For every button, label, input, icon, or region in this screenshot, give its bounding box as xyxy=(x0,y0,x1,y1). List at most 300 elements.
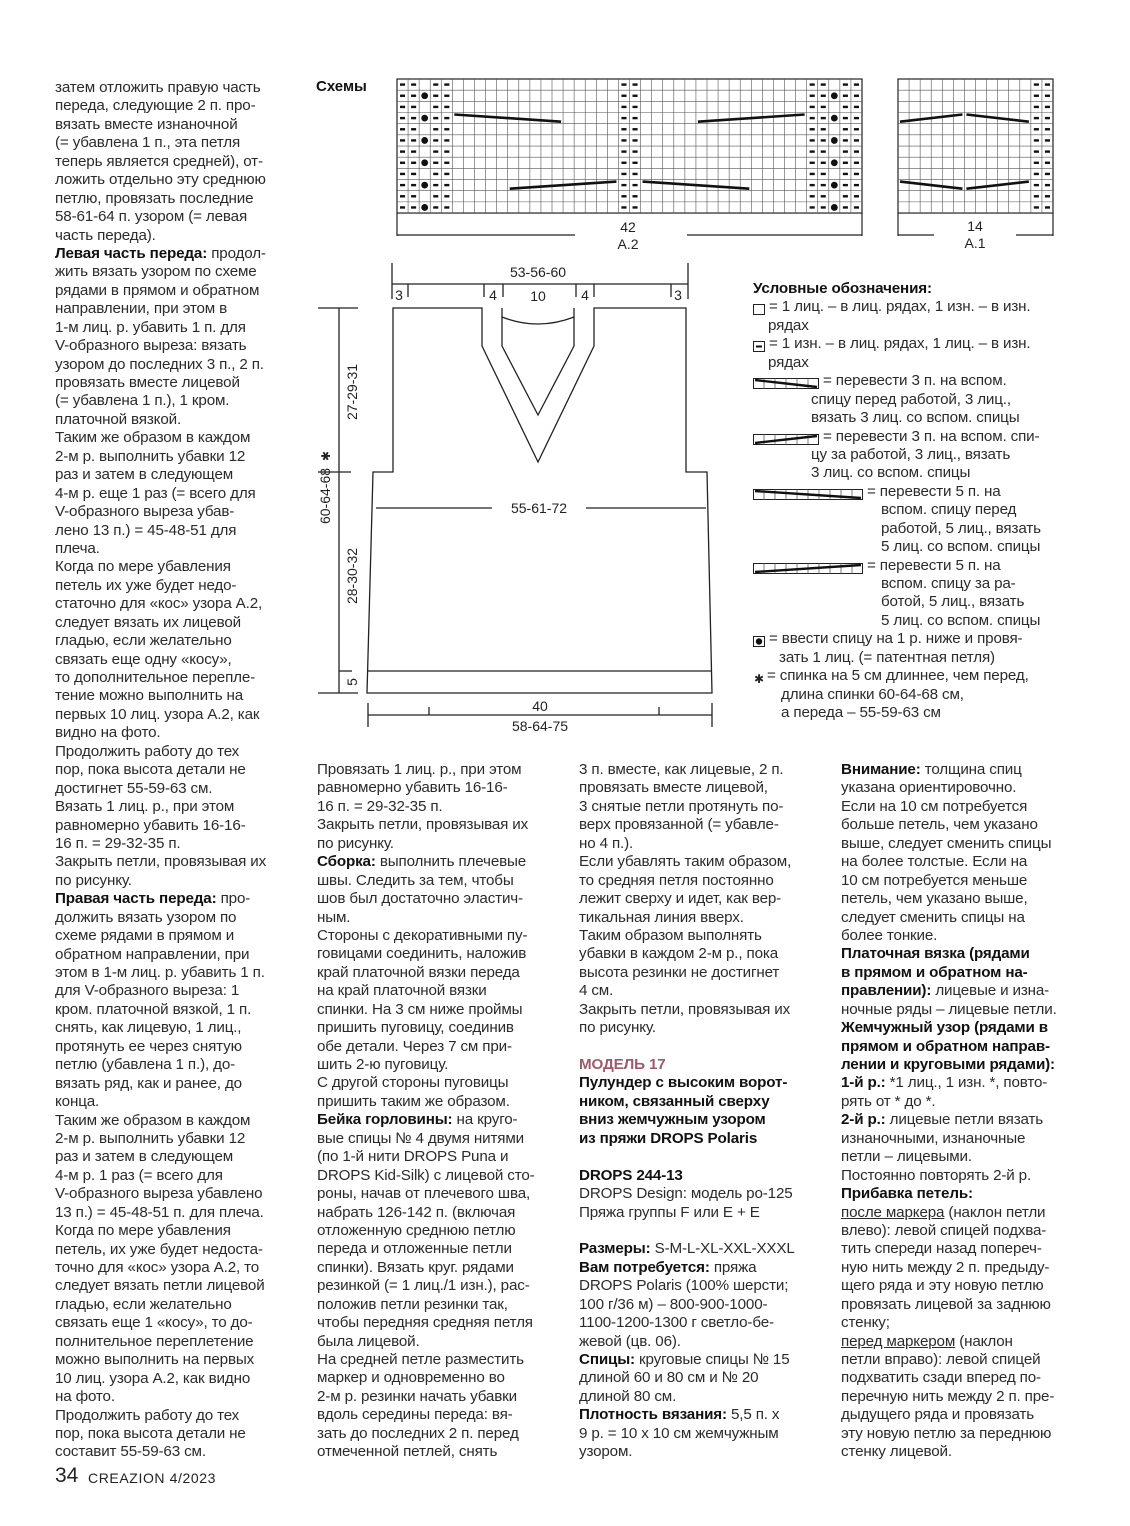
text-line: по рисунку. xyxy=(579,1019,656,1037)
text-line xyxy=(317,853,567,871)
text: лицевые петли вязать xyxy=(885,1111,1044,1129)
dim-band-right: 4 xyxy=(581,287,589,303)
legend-text-line: зать 1 лиц. (= патентная петля) xyxy=(779,648,995,666)
text-line: верх провязанной (= убавле- xyxy=(579,816,779,834)
text: круговые спицы № 15 xyxy=(634,1351,790,1368)
legend-text-line: = перевести 5 п. на xyxy=(867,556,1001,574)
purl-mark xyxy=(843,117,848,119)
purl-mark xyxy=(810,128,815,130)
text-line xyxy=(579,1406,829,1424)
text-line: На средней петле разместить xyxy=(317,1351,524,1368)
purl-mark xyxy=(433,139,438,141)
chart-a1-count: 14 xyxy=(967,218,983,234)
purl-mark xyxy=(854,206,859,208)
purl-mark xyxy=(411,184,416,186)
neck-band-inner xyxy=(502,308,574,415)
text-line: V-образного выреза убавлено xyxy=(55,1185,263,1203)
text-line: 4-м р. 1 раз (= всего для xyxy=(55,1166,223,1184)
text-line xyxy=(579,1130,829,1148)
text-line: 16 п. = 29-32-35 п. xyxy=(317,797,443,815)
text-line: 3 п. вместе, как лицевые, 2 п. xyxy=(579,761,784,778)
text-line: жевой (цв. 06). xyxy=(579,1332,681,1350)
purl-mark xyxy=(400,206,405,208)
purl-mark xyxy=(843,128,848,130)
text-line: для V-образного выреза: 1 xyxy=(55,982,240,1000)
purl-mark xyxy=(633,117,638,119)
text-line: набрать 126-142 п. (включая xyxy=(317,1203,516,1221)
purl-mark xyxy=(821,162,826,164)
purl-mark xyxy=(621,128,626,130)
purl-mark xyxy=(821,106,826,108)
text-line: равномерно убавить 16-16- xyxy=(55,816,246,834)
text-line: но 4 п.). xyxy=(579,834,634,852)
text-line: 3 снятые петли протянуть по- xyxy=(579,797,784,815)
chart-a2 xyxy=(397,79,862,213)
text-line: схеме рядами в прямом и xyxy=(55,927,235,945)
patent-stitch-mark xyxy=(831,137,838,144)
text: пряжа xyxy=(709,1258,757,1276)
text-line xyxy=(579,1167,829,1185)
bold-label: Сборка: xyxy=(317,853,376,871)
text-line xyxy=(579,1240,829,1258)
text-line: вые спицы № 4 двумя нитями xyxy=(317,1129,524,1147)
purl-mark xyxy=(843,206,848,208)
purl-mark xyxy=(810,150,815,152)
purl-mark xyxy=(843,173,848,175)
purl-mark xyxy=(1045,117,1050,119)
purl-mark xyxy=(821,184,826,186)
text-line: 100 г/36 м) – 800-900-1000- xyxy=(579,1295,768,1313)
text-line: эту новую петлю за переднюю xyxy=(841,1424,1052,1442)
purl-mark xyxy=(433,83,438,85)
purl-mark xyxy=(433,173,438,175)
text-line: 4 см. xyxy=(579,982,614,1000)
text-line: 4-м р. еще 1 раз (= всего для xyxy=(55,484,256,502)
text-line: петли вправо): левой спицей xyxy=(841,1351,1041,1368)
text-line: (= убавлена 1 п.), 1 кром. xyxy=(55,392,230,410)
text-line: пришить таким же образом. xyxy=(317,1092,510,1110)
patent-stitch-mark xyxy=(421,204,428,211)
text-line: раз и затем в следующем xyxy=(55,1148,234,1166)
purl-mark xyxy=(411,95,416,97)
schemes-title: Схемы xyxy=(316,78,367,95)
text-line xyxy=(841,1185,1091,1203)
purl-mark xyxy=(400,128,405,130)
purl-mark xyxy=(1034,162,1039,164)
text-line: переда, следующие 2 п. про- xyxy=(55,97,256,115)
purl-mark xyxy=(444,195,449,197)
text-line: обратном направлении, при xyxy=(55,945,250,963)
text-line xyxy=(841,1204,1091,1222)
purl-mark xyxy=(1034,184,1039,186)
purl-mark xyxy=(621,173,626,175)
text-line xyxy=(841,1333,1091,1351)
purl-mark xyxy=(854,95,859,97)
text-line: конца. xyxy=(55,1093,100,1111)
purl-mark xyxy=(1034,106,1039,108)
purl-mark xyxy=(444,173,449,175)
text-line: V-образного выреза убав- xyxy=(55,503,235,521)
cable-5-back-icon xyxy=(753,563,863,574)
purl-mark xyxy=(633,95,638,97)
text-line: 16 п. = 29-32-35 п. xyxy=(55,834,181,852)
text-line: зать до последних 2 п. перед xyxy=(317,1424,519,1442)
purl-mark xyxy=(621,206,626,208)
purl-mark xyxy=(1045,195,1050,197)
legend-text-line: рядах xyxy=(768,316,809,334)
text-line: провязать вместе лицевой xyxy=(55,374,240,391)
magazine-issue: CREAZION 4/2023 xyxy=(88,1470,217,1486)
text-line: на фото. xyxy=(55,1388,115,1406)
purl-mark xyxy=(621,139,626,141)
purl-mark xyxy=(1045,162,1050,164)
purl-mark xyxy=(621,195,626,197)
purl-mark xyxy=(400,173,405,175)
text-line: ным. xyxy=(317,908,351,926)
purl-mark xyxy=(821,95,826,97)
text-line xyxy=(841,1074,1091,1092)
purl-mark xyxy=(400,139,405,141)
purl-mark xyxy=(621,117,626,119)
text-line: С другой стороны пуговицы xyxy=(317,1074,509,1092)
text-line: должить вязать узором по xyxy=(55,908,237,926)
legend-text-line: спицу перед работой, 3 лиц., xyxy=(811,390,1011,408)
page-number: 34 xyxy=(55,1464,79,1487)
text-line: лежит сверху и идет, как вер- xyxy=(579,890,782,908)
legend-symbol xyxy=(753,561,863,578)
patent-stitch-mark xyxy=(831,204,838,211)
text-line: отложенную среднюю петлю xyxy=(317,1221,516,1239)
text: продол- xyxy=(207,244,266,262)
text-line: 13 п.) = 45-48-51 п. для плеча. xyxy=(55,1203,264,1221)
text-line: плеча. xyxy=(55,539,100,557)
chart-a2-count: 42 xyxy=(620,219,636,235)
text-line: снять, как лицевую, 1 лиц., xyxy=(55,1019,242,1037)
text-line: Продолжить работу до тех xyxy=(55,1406,240,1424)
patent-stitch-mark xyxy=(831,182,838,189)
legend-text-line: = ввести спицу на 1 р. ниже и провя- xyxy=(769,630,1023,648)
text-line: 10 см потребуется меньше xyxy=(841,871,1028,889)
bold-heading: Платочная вязка (рядами xyxy=(841,945,1030,963)
legend-text-line: вспом. спицу за ра- xyxy=(881,575,1016,592)
text-line: можно выполнить на первых xyxy=(55,1351,255,1369)
legend-item-cable-5-back xyxy=(753,557,1083,631)
purl-mark xyxy=(411,150,416,152)
purl-mark xyxy=(633,184,638,186)
text-line xyxy=(579,1259,829,1277)
text-line: этом в 1-м лиц. р. убавить 1 п. xyxy=(55,964,265,981)
dim-bottom-inner: 40 xyxy=(532,698,548,714)
bold-label: Плотность вязания: xyxy=(579,1406,727,1424)
legend-item-cable-5-front xyxy=(753,483,1083,557)
text: (наклон xyxy=(955,1332,1013,1350)
legend-title: Условные обозначения: xyxy=(753,280,932,297)
purl-mark xyxy=(810,139,815,141)
patent-stitch-mark xyxy=(831,115,838,122)
text-line: Когда по мере убавления xyxy=(55,1222,231,1240)
text-column-1 xyxy=(55,79,305,1462)
legend-text-line: = 1 лиц. – в лиц. рядах, 1 изн. – в изн. xyxy=(769,298,1031,316)
text-line: связать еще одну «косу», xyxy=(55,650,232,668)
text-line: Закрыть петли, провязывая их xyxy=(55,853,267,871)
text-line: петлю (убавлена 1 п.), до- xyxy=(55,1056,236,1074)
text-line: стенку; xyxy=(841,1314,890,1332)
purl-mark xyxy=(854,139,859,141)
text-line: полнительное переплетение xyxy=(55,1332,254,1350)
text-line xyxy=(55,245,305,263)
neckline-curve xyxy=(502,317,574,324)
purl-mark xyxy=(400,162,405,164)
purl-mark xyxy=(1045,173,1050,175)
text-line xyxy=(841,945,1091,963)
legend-symbol xyxy=(753,671,765,688)
text-line: подхватить сзади вперед по- xyxy=(841,1369,1041,1387)
purl-mark xyxy=(810,195,815,197)
purl-mark xyxy=(1045,83,1050,85)
legend-item-patent-stitch xyxy=(753,630,1083,667)
dim-shoulder-left: 3 xyxy=(395,287,403,303)
dim-body-height: 28-30-32 xyxy=(344,547,360,605)
dim-rib-height: 5 xyxy=(344,678,360,686)
legend-symbol xyxy=(753,302,765,319)
text-line: более тонкие. xyxy=(841,926,938,944)
chart-a2-name: A.2 xyxy=(617,236,639,252)
purl-mark xyxy=(400,195,405,197)
purl-mark xyxy=(854,150,859,152)
text-line xyxy=(579,1351,829,1369)
text-line: 2-м р. выполнить убавки 12 xyxy=(55,1129,246,1147)
purl-mark xyxy=(621,184,626,186)
purl-mark xyxy=(843,139,848,141)
bold-heading: Прибавка петель: xyxy=(841,1185,973,1203)
purl-mark xyxy=(843,150,848,152)
legend-text-line: 5 лиц. со вспом. спицы xyxy=(881,611,1041,629)
text-line: провязать вместе лицевой, xyxy=(579,779,768,797)
purl-mark xyxy=(633,128,638,130)
bold-label: 1-й р.: xyxy=(841,1074,886,1092)
text-line: часть переда). xyxy=(55,226,156,244)
text-line: теперь является средней), от- xyxy=(55,152,263,170)
purl-mark xyxy=(621,83,626,85)
text-line: то дополнительное перепле- xyxy=(55,669,256,686)
text-line: шов был достаточно эластич- xyxy=(317,890,523,908)
purl-mark xyxy=(433,150,438,152)
chart-a1-name: A.1 xyxy=(964,235,986,251)
text-line: Продолжить работу до тех xyxy=(55,742,240,760)
purl-mark xyxy=(843,106,848,108)
bold-label: правлении): xyxy=(841,982,932,1000)
purl-mark xyxy=(1034,195,1039,197)
text-line: изнаночными, изнаночные xyxy=(841,1129,1026,1147)
text-line: была лицевой. xyxy=(317,1332,420,1350)
underlined-term: после маркера xyxy=(841,1203,945,1221)
text-line: шить 2-ю пуговицу. xyxy=(317,1056,449,1073)
text-line: Таким же образом в каждом xyxy=(55,429,251,447)
legend-symbol xyxy=(753,339,765,356)
text-line: лено 13 п.) = 45-48-51 для xyxy=(55,521,237,539)
text: (наклон петли xyxy=(944,1203,1046,1221)
legend-text-line: ботой, 5 лиц., вязать xyxy=(881,593,1025,611)
purl-mark xyxy=(433,206,438,208)
underlined-term: перед маркером xyxy=(841,1332,956,1350)
svg-text:✱: ✱ xyxy=(754,673,764,685)
purl-mark xyxy=(810,117,815,119)
text-line xyxy=(55,890,305,908)
purl-mark xyxy=(411,139,416,141)
text-line xyxy=(841,1038,1091,1056)
purl-mark xyxy=(1034,117,1039,119)
legend-symbol xyxy=(753,432,819,449)
text-line: DROPS Kid-Silk) с лицевой сто- xyxy=(317,1166,535,1184)
text-line: перечную нить между 2 п. пре- xyxy=(841,1387,1055,1405)
star-icon: ✱ xyxy=(319,450,333,462)
purl-mark xyxy=(400,184,405,186)
purl-mark xyxy=(1034,150,1039,152)
purl-mark xyxy=(400,150,405,152)
purl-mark xyxy=(1034,83,1039,85)
text: толщина спиц xyxy=(920,761,1022,778)
purl-mark xyxy=(843,83,848,85)
purl-mark xyxy=(444,117,449,119)
patent-stitch-mark xyxy=(831,92,838,99)
bold-heading: Пулундер с высоким ворот- xyxy=(579,1074,788,1092)
text-line xyxy=(841,982,1091,1000)
model-number: МОДЕЛЬ 17 xyxy=(579,1056,666,1073)
purl-mark xyxy=(444,139,449,141)
purl-mark xyxy=(810,173,815,175)
legend xyxy=(753,280,1083,723)
text-line: Закрыть петли, провязывая их xyxy=(579,1000,791,1018)
text-line: протянуть ее через снятую xyxy=(55,1037,242,1055)
bold-label: Правая часть переда: xyxy=(55,890,217,908)
purl-mark xyxy=(444,128,449,130)
text-line: направлении, при этом в xyxy=(55,300,228,318)
text-line: Таким образом выполнять xyxy=(579,926,762,944)
legend-text-line: вспом. спицу перед xyxy=(881,501,1017,519)
purl-mark xyxy=(810,106,815,108)
text-line: то средняя петля постоянно xyxy=(579,871,774,889)
text-line xyxy=(579,1074,829,1092)
text-line: тение можно выполнить на xyxy=(55,687,244,705)
text-line: переда и отложенные петли xyxy=(317,1240,512,1258)
purl-mark xyxy=(444,83,449,85)
text-line: (по 1-й нити DROPS Puna и xyxy=(317,1148,509,1166)
purl-mark xyxy=(821,206,826,208)
text-line: дыдущего ряда и провязать xyxy=(841,1406,1035,1424)
text-line: платочной вязкой. xyxy=(55,410,182,428)
purl-mark xyxy=(444,162,449,164)
purl-mark xyxy=(633,162,638,164)
legend-text-line: вязать 3 лиц. со вспом. спицы xyxy=(811,409,1020,427)
text-line: статочно для «кос» узора А.2, xyxy=(55,595,263,613)
legend-text-line: работой, 5 лиц., вязать xyxy=(881,519,1041,537)
legend-text-line: рядах xyxy=(768,353,809,371)
purl-mark xyxy=(821,150,826,152)
purl-mark xyxy=(810,95,815,97)
text-line: DROPS Polaris (100% шерсти; xyxy=(579,1277,789,1295)
purl-mark xyxy=(400,83,405,85)
purl-mark xyxy=(400,117,405,119)
purl-mark xyxy=(1034,173,1039,175)
purl-mark xyxy=(411,83,416,85)
text-line: на край платочной вязки xyxy=(317,982,487,1000)
purl-mark xyxy=(433,117,438,119)
bold-label: Спицы: xyxy=(579,1351,635,1368)
body-outline xyxy=(367,308,712,693)
text-line xyxy=(579,1111,829,1129)
text-line: следует сменить спицы на xyxy=(841,908,1025,926)
purl-mark xyxy=(633,173,638,175)
patent-stitch-mark xyxy=(831,159,838,166)
text-line: гладью, если желательно xyxy=(55,632,232,650)
text-line: следует вязать петли лицевой xyxy=(55,1277,265,1295)
purl-mark xyxy=(854,128,859,130)
text-line: ную нить между 2 п. предыду- xyxy=(841,1258,1050,1276)
text-line: гладью, если желательно xyxy=(55,1295,232,1313)
purl-square-icon xyxy=(753,341,765,352)
patent-stitch-mark xyxy=(421,115,428,122)
text-line: петлю, провязать последние xyxy=(55,189,254,207)
text-line: стенку лицевой. xyxy=(841,1443,952,1461)
text: S-M-L-XL-XXL-XXXL xyxy=(650,1240,795,1258)
text-line xyxy=(841,1056,1091,1074)
purl-mark xyxy=(810,206,815,208)
text-line: следует вязать их лицевой xyxy=(55,613,241,631)
purl-mark xyxy=(854,162,859,164)
bold-heading: вниз жемчужным узором xyxy=(579,1111,766,1129)
text-line xyxy=(579,1093,829,1111)
text: про- xyxy=(216,890,251,908)
purl-mark xyxy=(633,150,638,152)
text-line: затем отложить правую часть xyxy=(55,79,261,96)
patent-stitch-mark xyxy=(421,182,428,189)
purl-mark xyxy=(810,184,815,186)
purl-mark xyxy=(433,162,438,164)
purl-mark xyxy=(821,139,826,141)
text-line: Если убавлять таким образом, xyxy=(579,853,792,871)
blank-line xyxy=(579,1148,829,1166)
purl-mark xyxy=(810,83,815,85)
text-line: чтобы передняя средняя петля xyxy=(317,1314,533,1332)
purl-mark xyxy=(821,128,826,130)
purl-mark xyxy=(444,106,449,108)
purl-mark xyxy=(810,162,815,164)
text-line: вязать ряд, как и ранее, до xyxy=(55,1074,242,1092)
text-line xyxy=(841,964,1091,982)
bold-label: Бейка горловины: xyxy=(317,1111,453,1129)
patent-stitch-mark xyxy=(421,92,428,99)
legend-text-line: = перевести 3 п. на вспом. xyxy=(823,372,1007,390)
dim-chest-width: 55-61-72 xyxy=(510,500,568,516)
text-line: Таким же образом в каждом xyxy=(55,1111,251,1129)
text-line: Провязать 1 лиц. р., при этом xyxy=(317,761,522,778)
model-heading xyxy=(579,1056,829,1074)
text-line xyxy=(841,1019,1091,1037)
bold-heading: в прямом и обратном на- xyxy=(841,963,1028,981)
purl-mark xyxy=(854,83,859,85)
legend-item-cable-3-front xyxy=(753,372,1083,427)
purl-mark xyxy=(411,206,416,208)
purl-mark xyxy=(400,106,405,108)
legend-text-line: = перевести 3 п. на вспом. спи- xyxy=(823,427,1040,445)
text-line: влево): левой спицей подхва- xyxy=(841,1221,1047,1239)
text-line: по рисунку. xyxy=(55,871,132,889)
bold-heading: лении и круговыми рядами): xyxy=(841,1056,1055,1073)
text-line: тить спереди назад попереч- xyxy=(841,1240,1042,1258)
text-line: тикальная линия вверх. xyxy=(579,908,744,926)
purl-mark xyxy=(843,162,848,164)
text-line: Постоянно повторять 2-й р. xyxy=(841,1166,1032,1184)
